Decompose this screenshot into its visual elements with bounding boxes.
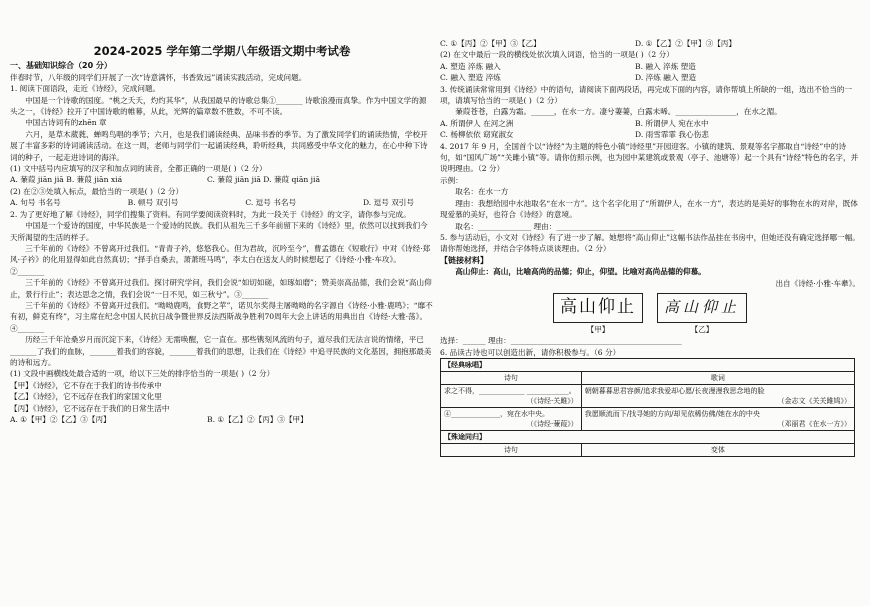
question-4: 4. 2017 年 9 月，全国首个以“诗经”为主题的特色小镇“诗经里”开园迎客。小镇的建筑、景观等名字都取自“诗经”中的诗句，如“国风广场”“关雎小镇”等。请你仿照示例，也为园中某建筑或景观（亭子、池塘等）起一个具有“诗经”特色的名字，并说明理由。（2 分） (440, 141, 859, 174)
table-row (441, 385, 855, 408)
table-row (441, 408, 855, 431)
link-material-label: 【链接材料】 (440, 255, 488, 265)
passage-paragraph: 六月，是草木葳蕤、蝉鸣鸟唱的季节；六月，也是我们诵读经典、品味书香的季节。为了激发同学们的诵读热情，学校开展了丰富多彩的诗词诵读活动。在这一周，老师与同学们一起诵读经典，聆听经典，共同感受中华文化的魅力，在心中种下诗词的种子，一起走进诗词的海洋。 (10, 129, 428, 162)
option: C. 逗号 书名号 (245, 198, 297, 208)
option: C. 蒹葭 jiān jiā D. 蒹葭 qiān jiā (207, 175, 320, 185)
section-heading: 一、基础知识综合（20 分） (10, 61, 112, 71)
sentence-item: 【丙】《诗经》，它不远存在于我们的日常生活中 (10, 403, 170, 413)
sentence-item: 【甲】《诗经》，它不存在于我们的诗书传承中 (10, 380, 162, 390)
sentence-item: 【乙】《诗经》，它不远存在我们的家国文化里 (10, 392, 162, 402)
options-3 (440, 118, 860, 141)
passage-paragraph: 三千年前的《诗经》不曾离开过我们。“呦呦鹿鸣，食野之苹”，诺贝尔奖得主屠呦呦的名字源自《诗经·小雅·鹿鸣》；“靡不有初，鲜克有终”，习主席在纪念中国人民抗日战争暨世界反法西斯战争胜利70周年大会上讲话的用典出自《诗经·大雅·荡》。④_______ (10, 300, 433, 333)
classic-singing-table (440, 358, 855, 457)
left-column (10, 0, 434, 606)
option: A. 塑造 淬炼 融入 (440, 61, 501, 71)
option: B. 所谓伊人 宛在水中 (635, 118, 709, 128)
question-1-2: (2) 在②③处填入标点，最恰当的一项是( )（2 分） (10, 186, 184, 196)
option: A. 句号 书名号 (10, 198, 61, 208)
options-1-1 (10, 174, 434, 185)
passage-paragraph: 历经三千年沧桑岁月而沉淀下来，《诗经》无需唤醒，它一直在。那些镌刻风流的句子，道尽我们无法言说的情绪，平已_______了我们的血脉，_______着我们的容貌，_______着我们的思想，让我们在《诗经》中追寻民族的文化基因，拥抱那最美的诗和远方。 (10, 335, 432, 367)
calligraphy-a: 高山仰止 (553, 293, 643, 323)
question-1-1: (1) 文中括号内应填写的汉字和加点词的读音，全都正确的一项是( )（2 分） (10, 164, 267, 174)
question-2: 2. 为了更好地了解《诗经》，同学们搜集了资料。有同学要阅读资料时，为此一段关于《诗经》的文字，请你参与完成。 (10, 209, 411, 219)
table-title: 【经典咏唱】 (441, 359, 855, 372)
page-title: 2024-2025 学年第二学期八年级语文期中考试卷 (93, 44, 351, 58)
option: B. 顿号 双引号 (127, 198, 179, 208)
column-header: 歌词 (581, 372, 854, 385)
column-header: 变体 (581, 444, 854, 457)
question-6: 6. 品读古诗也可以创造出新，请你积极参与。（6 分） (440, 347, 621, 357)
option: B. 融入 淬炼 塑造 (635, 61, 696, 71)
option: A. 蒹葭 jiān jiā B. 蒹葭 jiān xiá (10, 175, 123, 185)
option: B. ①【乙】②【丙】③【甲】 (207, 415, 308, 424)
column-header: 诗句 (441, 444, 582, 457)
options-1-2 (10, 197, 434, 208)
option: A. 所谓伊人 在河之洲 (440, 118, 514, 128)
question-3: 3. 传统诵读常常用到《诗经》中的语句，请阅读下面两段话，再完成下面的内容，请你帮填上所缺的一组，选出不恰当的一项，请填写恰当的一项是( )（2 分） (440, 84, 853, 106)
options-2-1 (10, 414, 434, 425)
quote-source: 出自《诗经·小雅·车舝》。 (775, 278, 860, 288)
poem-cell: ④______________，宛在水中央。 （《诗经·蒹葭》） (441, 408, 582, 431)
calligraphy-b: 高山仰止 (657, 293, 747, 323)
option: C. 融入 塑造 淬炼 (440, 73, 501, 83)
poem-cell: 求之不得，_____________ ____________。 （《诗经·关雎》） (441, 385, 582, 408)
caption: 【乙】 (690, 324, 714, 334)
example-label: 示例： (440, 175, 463, 185)
caption: 【甲】 (586, 324, 610, 334)
intro-text: 伴春时节，八年级的同学们开展了一次“诗意满怀，书香致远”诵读实践活动，完成问题。 (10, 72, 307, 82)
calligraphy-samples (440, 293, 860, 323)
example-name: 取名：在水一方 (455, 187, 509, 197)
passage-paragraph: 三千年前的《诗经》不曾离开过我们。“青青子衿，悠悠我心。但为君故，沉吟至今”，曹孟德在《短歌行》中对《诗经·郑风·子衿》的化用显得如此自然真切；“择手自桑去，萧萧班马鸣”，李太白在送友人的时候想起了《诗经·小雅·车攻》。②_______ (10, 243, 431, 276)
question-2-2: (2) 在文中最后一段的横线处依次填入词语，恰当的一项是( )（2 分） (440, 50, 674, 60)
option: D. 淬炼 融入 塑造 (635, 73, 697, 83)
option: C. ①【丙】②【甲】③【乙】 (440, 39, 541, 48)
question-5: 5. 参与活动后，小文对《诗经》有了进一步了解。她想将“高山仰止”这幅书法作品挂在书房中，但她还没有确定选择哪一幅。请你帮她选择，并结合字体特点谈谈理由。（2 分） (440, 232, 860, 254)
option: C. 杨柳依依 窈窕淑女 (440, 130, 514, 140)
calligraphy-captions (440, 324, 860, 335)
passage-paragraph: 三千年前的《诗经》不曾离开过我们。探讨研究学问，我们会说“如切如磋，如琢如磨”；赞美崇高品德，我们会说“高山仰止，景行行止”；表达思念之情，我们会说“一日不见，如三秋兮”。③_______ (10, 278, 432, 299)
options-2-1-cont (440, 38, 860, 49)
options-2-2 (440, 61, 860, 84)
option: D. ①【乙】②【甲】③【丙】 (635, 39, 736, 48)
poem-fill: 蒹葭苍苍，白露为霜。______，在水一方。凄兮萋萋，白露未晞。________________，在水之湄。 (455, 107, 782, 117)
lyric-cell: 我愿顺流而下/找寻她的方向/却见依稀仿佛/她在水的中央 （邓丽君《在水一方》） (581, 408, 854, 431)
question-2-1: (1) 文段中画横线处最合适的一项，给以下三处的排序恰当的一项是( )（2 分） (10, 369, 275, 379)
option: D. 雨雪霏霏 我心伤悲 (635, 130, 709, 140)
link-quote: 高山仰止：高山，比喻高尚的品德；仰止，仰望。比喻对高尚品德的仰慕。 (455, 267, 706, 277)
passage-paragraph: 中国是一个爱诗的国度，中华民族是一个爱诗的民族。我们从祖先三千多年前留下来的《诗经》里，依然可以找到我们今天所渴望的生活的样子。 (10, 221, 428, 242)
passage-paragraph: 中国是一个诗歌的国度。“桃之夭夭，灼灼其华”，从我国最早的诗歌总集①_______ 诗歌浪漫而真挚。作为中国文学的源头之一，《诗经》拉开了中国诗歌的帷幕，从此，光辉的篇章数不胜数，不可不读。 (10, 95, 427, 117)
option: D. 逗号 双引号 (362, 198, 414, 208)
lyric-cell: 朝朝暮暮思君容颜/追求我爱却心愿/长夜漫漫我思念地的脸 （金志文《关关雎鸠》） (581, 385, 854, 408)
column-header: 诗句 (441, 372, 582, 385)
passage-paragraph: 中国古诗词有的zhēn 章 (25, 118, 107, 128)
answer-line: 取名：______________ 理由：_______________________________ (455, 221, 675, 231)
option: A. ①【甲】②【乙】③【丙】 (10, 415, 111, 424)
table-title: 【殊途同归】 (441, 431, 855, 444)
answer-line: 选择：______ 理由：_____________________________________________ (440, 336, 682, 346)
right-column (440, 0, 860, 606)
question-1: 1. 阅读下面语段，走近《诗经》，完成问题。 (10, 84, 161, 94)
example-reason: 理由：我想给园中水池取名“在水一方”。这个名字化用了“所谓伊人，在水一方”，表达的是美好的事物在水的对岸，既体现爱慕的美好，也符合《诗经》的意境。 (440, 198, 858, 220)
